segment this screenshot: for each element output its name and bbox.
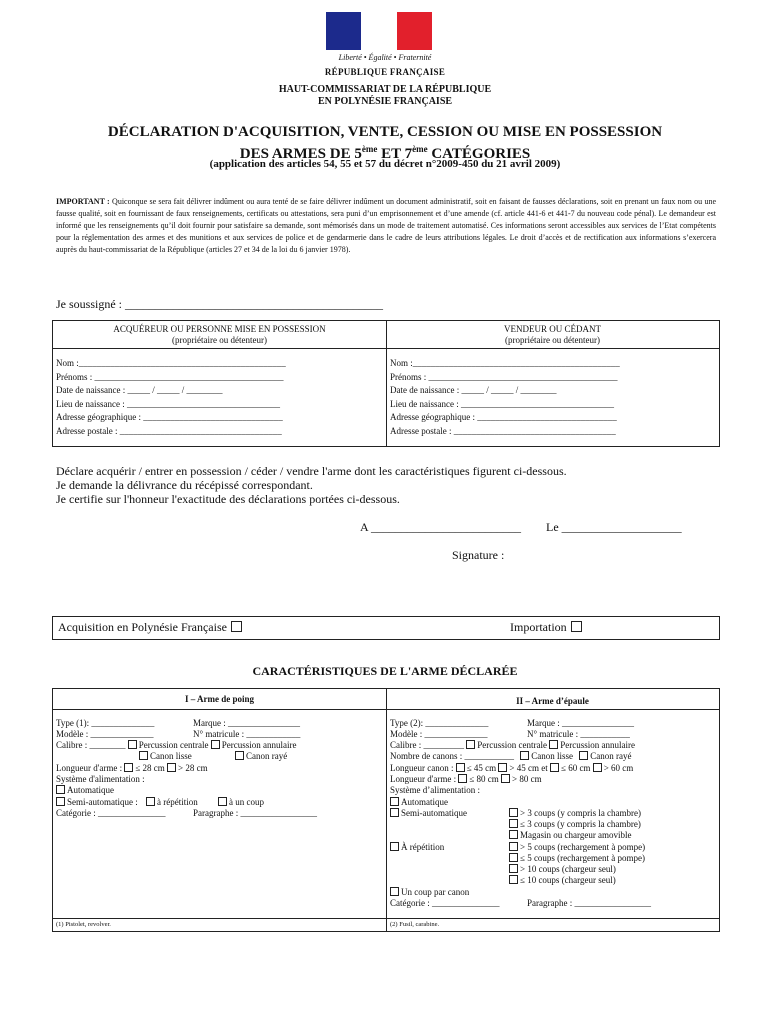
epaule-la2-label: > 80 cm bbox=[512, 774, 542, 784]
poing-canon-raye bbox=[235, 751, 287, 761]
poing-semi-checkbox[interactable] bbox=[56, 797, 65, 806]
poing-paragraphe[interactable]: Paragraphe : _________________ bbox=[193, 808, 317, 818]
epaule-s3-label: Magasin ou chargeur amovible bbox=[520, 830, 632, 840]
declaration-text bbox=[56, 464, 567, 506]
importation-option bbox=[510, 620, 582, 635]
epaule-r2-checkbox[interactable] bbox=[509, 853, 518, 862]
buyer-header bbox=[53, 324, 386, 346]
epaule-systeme: Système d’alimentation : bbox=[390, 785, 480, 795]
epaule-lc1-label: ≤ 45 cm bbox=[466, 763, 497, 773]
epaule-s2-checkbox[interactable] bbox=[509, 819, 518, 828]
epaule-lc3-label: ≤ 60 cm bbox=[561, 763, 591, 773]
poing-canon-raye-checkbox[interactable] bbox=[235, 751, 244, 760]
poing-canon-lisse-checkbox[interactable] bbox=[139, 751, 148, 760]
epaule-lc2-label: > 45 cm et bbox=[509, 763, 548, 773]
declaration-line-2: Je demande la délivrance du récépissé correspondant. bbox=[56, 478, 313, 492]
epaule-r2-label: ≤ 5 coups (rechargement à pompe) bbox=[520, 853, 645, 863]
declaration-line-3: Je certifie sur l'honneur l'exactitude des déclarations portées ci-dessous. bbox=[56, 492, 400, 506]
important-text: Quiconque se sera fait délivrer indûment ou aura tenté de se faire délivrer indûment un document administratif, soit en faisant de fausses déclarations, soit en prenant un faux nom ou une fausse qualité, soit en fournissant de faux renseignements, certificats ou attestations, sera puni d’un emprisonnement et d’une amende (cf. article 441-6 et 441-7 du nouveau code pénal). Le demandeur est informé que les renseignements qu’il doit fournir pour satisfaire sa demande, sont mémorisés dans un mode de traitement automatisé. Ces informations seront accessibles aux services de l’Etat compétents pour la réglementation des armes et des munitions et aux services de police et de gendarmerie dans le cadre de leurs attributions légales. Le droit d’accès et de rectification aux informations s’exercera auprès du haut-commissariat de la République (articles 27 et 34 de la loi du 6 janvier 1978). bbox=[56, 197, 717, 254]
epaule-un-coup-label: Un coup par canon bbox=[401, 887, 470, 897]
section-title: CARACTÉRISTIQUES DE L'ARME DÉCLARÉE bbox=[252, 664, 518, 678]
epaule-r1 bbox=[509, 842, 645, 852]
epaule-lc4-label: > 60 cm bbox=[603, 763, 634, 773]
poing-systeme: Système d'alimentation : bbox=[56, 774, 145, 784]
epaule-s3 bbox=[509, 830, 632, 840]
epaule-repetition bbox=[390, 842, 444, 852]
weapon-table bbox=[52, 688, 720, 932]
importation-label: Importation bbox=[510, 620, 567, 634]
epaule-s2 bbox=[509, 819, 641, 829]
important-notice bbox=[56, 196, 716, 256]
epaule-la2-checkbox[interactable] bbox=[501, 774, 510, 783]
poing-auto bbox=[56, 785, 114, 795]
epaule-repetition-checkbox[interactable] bbox=[390, 842, 399, 851]
footnote-2: (2) Fusil, carabine. bbox=[390, 921, 440, 928]
poing-repetition-label: à répétition bbox=[156, 797, 198, 807]
buyer-fields[interactable]: Nom :______________________________________________ Prénoms : __________________________________________ Date de naissance : _____ / _____ / ________ Lieu de naissance : __________________________________ Adresse géographique : _______________________________ Adresse postale : ____________________________________ bbox=[56, 358, 286, 436]
poing-modele[interactable]: Modèle : ______________ bbox=[56, 729, 154, 739]
epaule-r4 bbox=[509, 875, 616, 885]
epaule-un-coup-checkbox[interactable] bbox=[390, 887, 399, 896]
acquisition-checkbox[interactable] bbox=[231, 621, 242, 632]
handgun-header: I – Arme de poing bbox=[184, 694, 254, 704]
title-line-2: DES ARMES DE 5ème ET 7ème CATÉGORIES bbox=[239, 144, 531, 162]
footnote-1: (1) Pistolet, revolver. bbox=[56, 921, 111, 928]
epaule-perc-annulaire-checkbox[interactable] bbox=[549, 740, 558, 749]
epaule-canons bbox=[390, 751, 631, 761]
soussigne-field[interactable]: Je soussigné : ___________________________________________ bbox=[56, 297, 383, 311]
signature-label: Signature : bbox=[452, 548, 505, 562]
place-field[interactable]: A _________________________ bbox=[360, 520, 522, 534]
poing-un-coup-checkbox[interactable] bbox=[218, 797, 227, 806]
poing-marque[interactable]: Marque : ________________ bbox=[193, 718, 300, 728]
epaule-perc-centrale-checkbox[interactable] bbox=[466, 740, 475, 749]
acquisition-option bbox=[58, 620, 242, 635]
epaule-r3-checkbox[interactable] bbox=[509, 864, 518, 873]
poing-un-coup-label: à un coup bbox=[228, 797, 264, 807]
poing-perc-centrale-label: Percussion centrale bbox=[138, 740, 209, 750]
poing-perc-annulaire-checkbox[interactable] bbox=[211, 740, 220, 749]
poing-len2-checkbox[interactable] bbox=[167, 763, 176, 772]
poing-perc-annulaire-label: Percussion annulaire bbox=[221, 740, 297, 750]
parties-table bbox=[52, 320, 720, 447]
republic-name: RÉPUBLIQUE FRANÇAISE bbox=[324, 67, 446, 77]
poing-type[interactable]: Type (1): ______________ bbox=[56, 718, 155, 728]
epaule-r1-label: > 5 coups (rechargement à pompe) bbox=[520, 842, 646, 852]
epaule-type[interactable]: Type (2): ______________ bbox=[390, 718, 489, 728]
epaule-longueur-canon bbox=[390, 763, 633, 773]
epaule-s3-checkbox[interactable] bbox=[509, 830, 518, 839]
motto: Liberté • Égalité • Fraternité bbox=[338, 53, 432, 62]
epaule-marque[interactable]: Marque : ________________ bbox=[527, 718, 634, 728]
epaule-calibre bbox=[390, 740, 635, 750]
poing-len1-label: ≤ 28 cm bbox=[135, 763, 165, 773]
seller-subtitle: (propriétaire ou détenteur) bbox=[505, 335, 600, 345]
poing-auto-checkbox[interactable] bbox=[56, 785, 65, 794]
epaule-canon-raye-checkbox[interactable] bbox=[579, 751, 588, 760]
epaule-un-coup bbox=[390, 887, 469, 897]
title-line-1: DÉCLARATION D'ACQUISITION, VENTE, CESSION OU MISE EN POSSESSION bbox=[107, 124, 663, 140]
epaule-semi-checkbox[interactable] bbox=[390, 808, 399, 817]
authority-header bbox=[0, 84, 770, 108]
epaule-r1-checkbox[interactable] bbox=[509, 842, 518, 851]
seller-title: VENDEUR OU CÉDANT bbox=[504, 324, 601, 334]
authority-line-1: HAUT-COMMISSARIAT DE LA RÉPUBLIQUE bbox=[278, 84, 492, 95]
epaule-canon-raye-label: Canon rayé bbox=[590, 751, 632, 761]
poing-auto-label: Automatique bbox=[67, 785, 114, 795]
epaule-auto-checkbox[interactable] bbox=[390, 797, 399, 806]
seller-header bbox=[386, 324, 719, 346]
epaule-longueur-arme bbox=[390, 774, 542, 784]
epaule-semi-label: Semi-automatique bbox=[401, 808, 467, 818]
poing-perc-centrale-checkbox[interactable] bbox=[128, 740, 137, 749]
epaule-canon-lisse-label: Canon lisse bbox=[531, 751, 573, 761]
epaule-perc-annulaire-label: Percussion annulaire bbox=[560, 740, 635, 750]
buyer-title: ACQUÉREUR OU PERSONNE MISE EN POSSESSION bbox=[113, 324, 326, 334]
poing-canon-lisse bbox=[139, 751, 192, 761]
epaule-longueur-arme-label: Longueur d'arme : bbox=[390, 774, 457, 784]
epaule-calibre-field[interactable]: Calibre : _________ bbox=[390, 740, 464, 750]
poing-matricule[interactable]: N° matricule : ____________ bbox=[193, 729, 301, 739]
epaule-r4-checkbox[interactable] bbox=[509, 875, 518, 884]
poing-semi bbox=[56, 797, 264, 807]
declaration-line-1: Déclare acquérir / entrer en possession / céder / vendre l'arme dont les caractéristiques figurent ci-dessous. bbox=[56, 464, 567, 478]
poing-repetition-checkbox[interactable] bbox=[146, 797, 155, 806]
poing-semi-label: Semi-automatique : bbox=[67, 797, 138, 807]
epaule-lc3-checkbox[interactable] bbox=[550, 763, 559, 772]
epaule-s1-checkbox[interactable] bbox=[509, 808, 518, 817]
poing-longueur bbox=[56, 763, 208, 773]
epaule-repetition-label: À répétition bbox=[401, 842, 445, 852]
poing-len1-checkbox[interactable] bbox=[124, 763, 133, 772]
poing-canon-lisse-label: Canon lisse bbox=[150, 751, 192, 761]
buyer-subtitle: (propriétaire ou détenteur) bbox=[172, 335, 267, 345]
epaule-r3-label: > 10 coups (chargeur seul) bbox=[520, 864, 616, 874]
epaule-longueur-canon-label: Longueur canon : bbox=[390, 763, 454, 773]
epaule-auto bbox=[390, 797, 448, 807]
epaule-paragraphe[interactable]: Paragraphe : _________________ bbox=[527, 898, 651, 908]
important-label: IMPORTANT : bbox=[56, 197, 110, 206]
poing-calibre bbox=[56, 740, 296, 750]
epaule-semi bbox=[390, 808, 467, 818]
epaule-la1-label: ≤ 80 cm bbox=[469, 774, 499, 784]
epaule-auto-label: Automatique bbox=[401, 797, 448, 807]
epaule-modele[interactable]: Modèle : ______________ bbox=[390, 729, 488, 739]
epaule-lc1-checkbox[interactable] bbox=[456, 763, 465, 772]
importation-checkbox[interactable] bbox=[571, 621, 582, 632]
tricolor-emblem-icon bbox=[326, 12, 432, 50]
epaule-s1 bbox=[509, 808, 641, 818]
authority-line-2: EN POLYNÉSIE FRANÇAISE bbox=[317, 96, 453, 107]
epaule-s1-label: > 3 coups (y compris la chambre) bbox=[520, 808, 642, 818]
epaule-lc4-checkbox[interactable] bbox=[593, 763, 602, 772]
epaule-s2-label: ≤ 3 coups (y compris la chambre) bbox=[520, 819, 641, 829]
poing-calibre-field[interactable]: Calibre : ________ bbox=[56, 740, 126, 750]
page-subtitle: (application des articles 54, 55 et 57 du décret n°2009-450 du 21 avril 2009) bbox=[209, 158, 561, 170]
poing-longueur-label: Longueur d'arme : bbox=[56, 763, 123, 773]
poing-len2-label: > 28 cm bbox=[178, 763, 208, 773]
epaule-nb-canons[interactable]: Nombre de canons : ___________ bbox=[390, 751, 514, 761]
epaule-lc2-checkbox[interactable] bbox=[498, 763, 507, 772]
epaule-r3 bbox=[509, 864, 616, 874]
poing-canon-raye-label: Canon rayé bbox=[246, 751, 288, 761]
epaule-perc-centrale-label: Percussion centrale bbox=[477, 740, 547, 750]
acquisition-label: Acquisition en Polynésie Française bbox=[58, 620, 227, 634]
epaule-matricule[interactable]: N° matricule : ___________ bbox=[527, 729, 630, 739]
longgun-header: II – Arme d’épaule bbox=[516, 696, 589, 706]
epaule-canon-lisse-checkbox[interactable] bbox=[520, 751, 529, 760]
seller-fields[interactable]: Nom :______________________________________________ Prénoms : __________________________________________ Date de naissance : _____ / _____ / ________ Lieu de naissance : __________________________________ Adresse géographique : _______________________________ Adresse postale : ____________________________________ bbox=[390, 358, 620, 436]
date-field[interactable]: Le ____________________ bbox=[546, 520, 682, 534]
epaule-r2 bbox=[509, 853, 645, 863]
epaule-la1-checkbox[interactable] bbox=[458, 774, 467, 783]
poing-categorie[interactable]: Catégorie : _______________ bbox=[56, 808, 166, 818]
epaule-categorie[interactable]: Catégorie : _______________ bbox=[390, 898, 500, 908]
republic-logo bbox=[320, 12, 450, 80]
epaule-r4-label: ≤ 10 coups (chargeur seul) bbox=[520, 875, 616, 885]
